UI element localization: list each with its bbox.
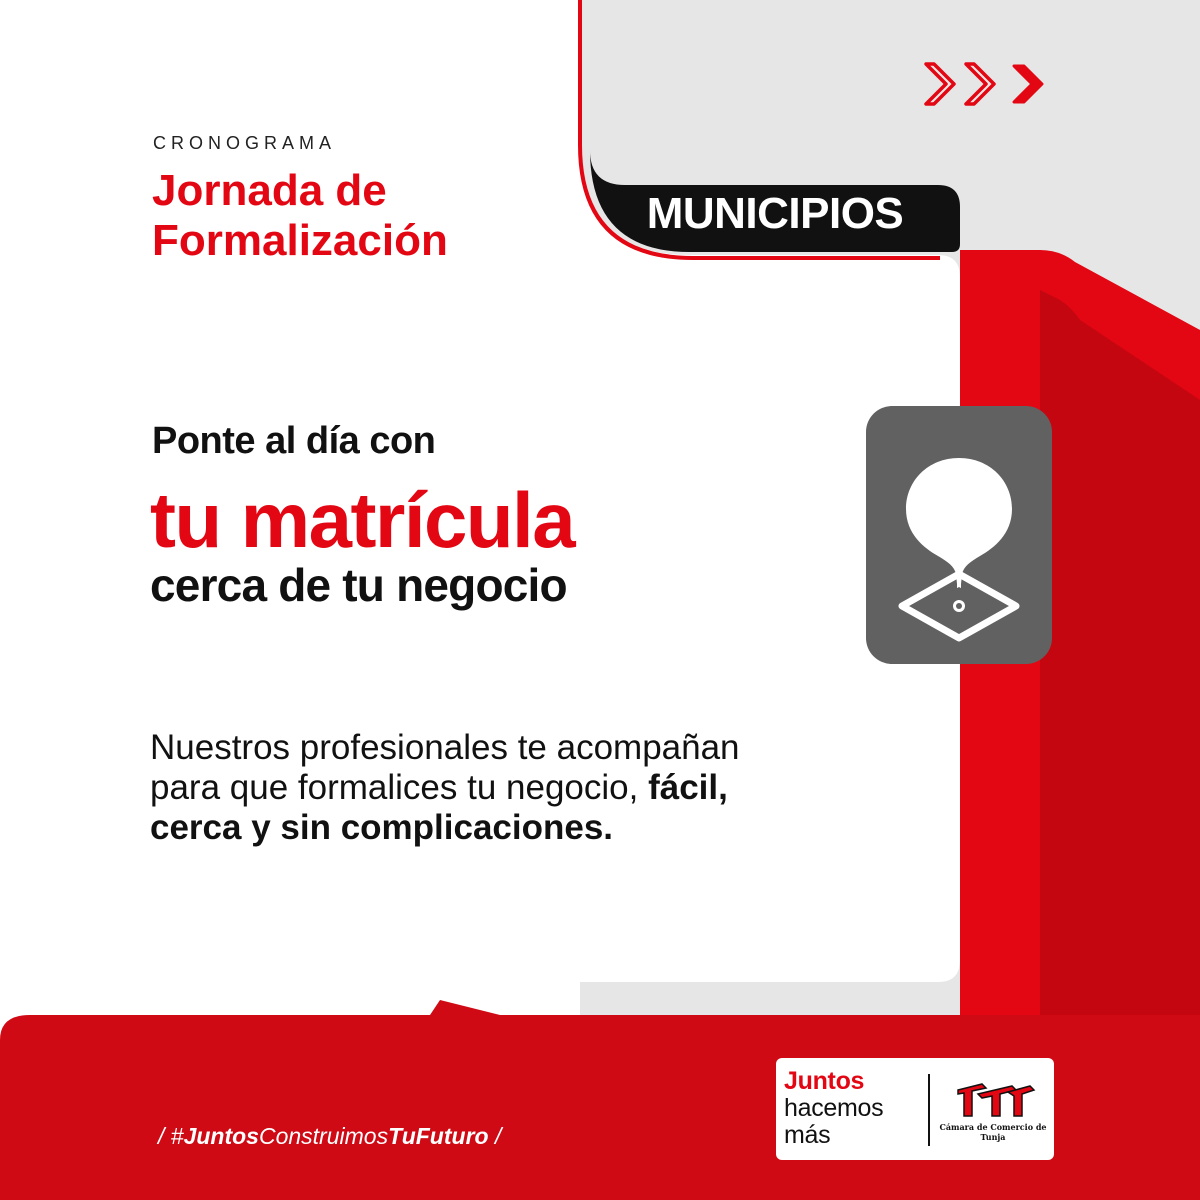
page-title	[152, 166, 448, 266]
headline-line-1: Ponte al día con	[152, 420, 436, 462]
logo-caption: Cámara de Comercio de Tunja	[939, 1122, 1047, 1142]
map-pin-icon	[866, 406, 1052, 664]
municipios-tag: MUNICIPIOS	[646, 189, 904, 238]
body-paragraph	[150, 728, 770, 848]
logo-card	[776, 1058, 1054, 1160]
title-line-2: Formalización	[152, 216, 448, 265]
headline-line-3: cerca de tu negocio	[150, 559, 567, 611]
body-text-regular: Nuestros profesionales te acompañan para que formalices tu negocio,	[150, 728, 740, 807]
slogan-line-3: más	[784, 1121, 831, 1149]
slogan-logo	[784, 1068, 883, 1149]
title-line-1: Jornada de	[152, 166, 387, 215]
camara-comercio-logo-icon	[952, 1080, 1036, 1120]
hashtag-suffix: /	[488, 1123, 502, 1149]
overline-label: CRONOGRAMA	[153, 133, 337, 153]
hashtag-bold-1: Juntos	[183, 1123, 259, 1149]
triple-chevron-right-icon	[920, 56, 1050, 112]
hashtag-regular: Construimos	[258, 1123, 389, 1149]
location-icon-tile	[866, 406, 1052, 664]
slogan-line-1: Juntos	[784, 1067, 865, 1095]
logo-divider	[928, 1074, 930, 1146]
headline-line-2: tu matrícula	[150, 476, 575, 564]
slogan-line-2: hacemos	[784, 1094, 884, 1122]
hashtag-bold-2: TuFuturo	[388, 1123, 489, 1149]
body-text-bold: fácil, cerca y sin complicaciones.	[150, 768, 728, 847]
hashtag	[158, 1123, 501, 1150]
hashtag-prefix: / #	[158, 1123, 184, 1149]
